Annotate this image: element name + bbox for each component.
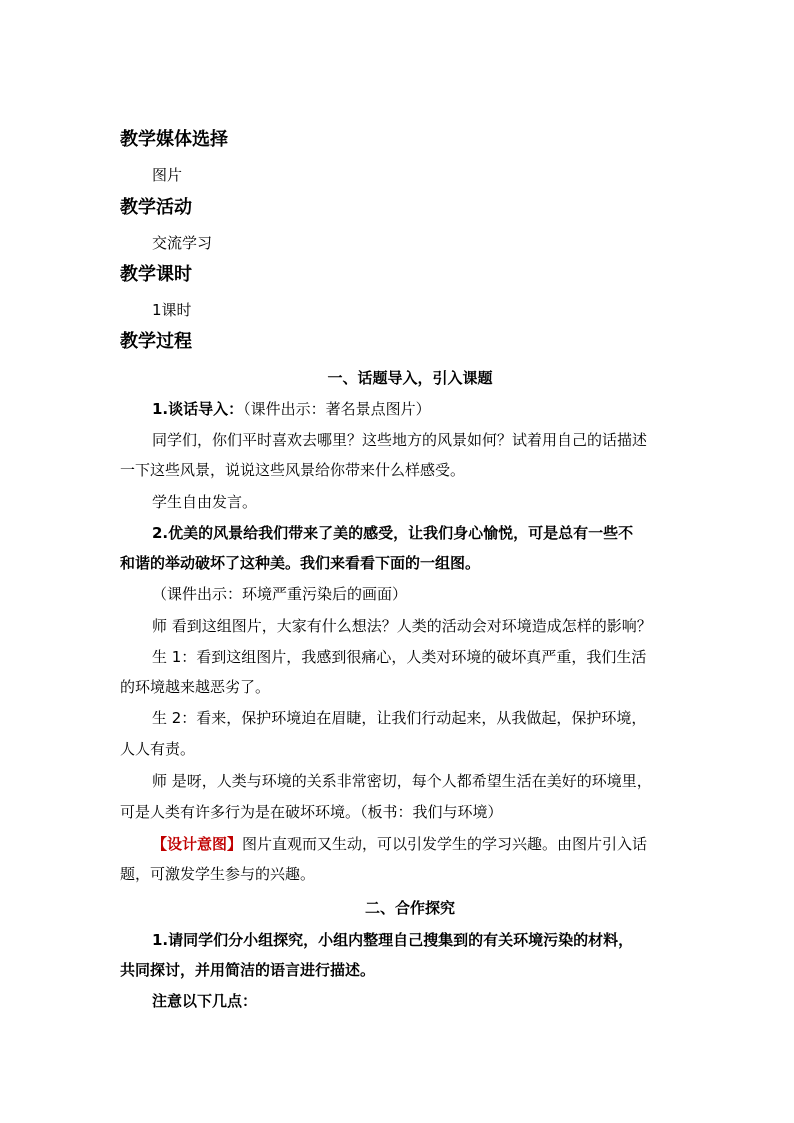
section2-p2: 注意以下几点：: [152, 992, 258, 1010]
heading-media: 教学媒体选择: [120, 129, 228, 150]
section1-p6: 师 看到这组图片，大家有什么想法？人类的活动会对环境造成怎样的影响？: [152, 617, 652, 635]
section1-p9-line1: 师 是呀，人类与环境的关系非常密切，每个人都希望生活在美好的环境里，: [152, 772, 652, 790]
section1-p7-line2: 的环境越来越恶劣了。: [120, 678, 271, 696]
section1-p5: （课件出示：环境严重污染后的画面）: [152, 585, 408, 603]
section2-p1-line1: 1.请同学们分小组探究，小组内整理自己搜集到的有关环境污染的材料，: [152, 931, 634, 949]
section1-p8-line1: 生 2：看来，保护环境迫在眉睫，让我们行动起来，从我做起，保护环境，: [152, 709, 647, 727]
section1-p4-line2: 和谐的举动破坏了这种美。我们来看看下面的一组图。: [120, 554, 481, 572]
section1-p3: 学生自由发言。: [152, 493, 258, 511]
hours-item: 1课时: [152, 301, 192, 319]
heading-process: 教学过程: [120, 331, 192, 352]
section1-p9-line2: 可是人类有许多行为是在破坏环境。（板书：我们与环境）: [120, 803, 503, 821]
section1-p2-line1: 同学们，你们平时喜欢去哪里？这些地方的风景如何？试着用自己的话描述: [152, 431, 648, 449]
section1-p1-note: （课件出示：著名景点图片）: [243, 400, 431, 418]
section1-title: 一、话题导入，引入课题: [327, 369, 493, 387]
design-intent-text: 图片直观而又生动，可以引发学生的学习兴趣。由图片引入话: [242, 835, 648, 853]
heading-hours: 教学课时: [120, 264, 192, 285]
section2-title: 二、合作探究: [364, 899, 455, 917]
section2-p1-line2: 共同探讨，并用简洁的语言进行描述。: [120, 961, 376, 979]
section1-p4-line1: 2.优美的风景给我们带来了美的感受，让我们身心愉悦，可是总有一些不: [152, 524, 634, 542]
section1-paragraph-1: [152, 397, 431, 421]
activity-item: 交流学习: [152, 234, 213, 252]
design-intent-label: 【设计意图】: [152, 835, 243, 853]
section1-p1-label: 1.谈话导入：: [152, 400, 244, 418]
section1-p2-line2: 一下这些风景，说说这些风景给你带来什么样感受。: [120, 461, 466, 479]
media-item: 图片: [152, 166, 183, 184]
design-intent-line1: [152, 832, 647, 856]
section1-p8-line2: 人人有责。: [120, 740, 196, 758]
design-intent-line2: 题，可激发学生参与的兴趣。: [120, 865, 316, 883]
heading-activity: 教学活动: [120, 197, 192, 218]
section1-p7-line1: 生 1：看到这组图片，我感到很痛心，人类对环境的破坏真严重，我们生活: [152, 648, 647, 666]
